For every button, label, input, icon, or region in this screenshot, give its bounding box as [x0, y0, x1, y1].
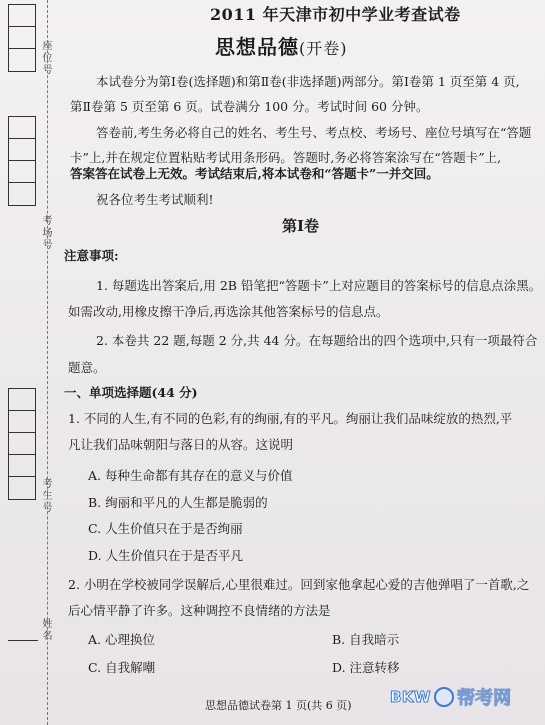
q1-option-d: D. 人生价值只在于是否平凡	[88, 548, 244, 563]
q2-option-a: A. 心理换位	[88, 632, 155, 647]
exam-number-label: 考生号	[40, 478, 51, 514]
subject-title	[215, 35, 348, 59]
room-number-boxes	[8, 116, 36, 206]
q1-option-b: B. 绚丽和平凡的人生都是脆弱的	[88, 495, 268, 510]
q2-option-b: B. 自我暗示	[332, 632, 400, 647]
intro-p2-line2: 卡”上,并在规定位置粘贴考试用条形码。答题时,务必将答案涂写在“答题卡”上,	[70, 150, 502, 165]
section-title: 一、单项选择题(44 分)	[64, 385, 198, 400]
notice-1-line1: 1. 每题选出答案后,用 2B 铅笔把“答题卡”上对应题目的答案标号的信息点涂黑。	[96, 278, 542, 293]
page-footer: 思想品德试卷第 1 页(共 6 页)	[205, 699, 352, 712]
room-number-label: 考场号	[40, 215, 51, 251]
part1-title: 第Ⅰ卷	[282, 217, 320, 235]
q2-stem-line1: 2. 小明在学校被同学误解后,心里很难过。回到家他拿起心爱的吉他弹唱了一首歌,之	[68, 577, 530, 592]
watermark-cn: 帮考网	[457, 688, 512, 709]
seat-number-boxes	[8, 4, 36, 72]
seat-number-label: 座位号	[40, 40, 51, 76]
globe-icon	[434, 687, 454, 707]
name-line	[8, 640, 38, 641]
notice-1-line2: 如需改动,用橡皮擦干净后,再选涂其他答案标号的信息点。	[68, 304, 389, 319]
q1-stem-line2: 凡让我们品味朝阳与落日的从容。这说明	[68, 437, 294, 452]
name-label: 姓名	[40, 618, 51, 642]
notice-title: 注意事项:	[64, 248, 119, 263]
q2-stem-line2: 后心情平静了许多。这种调控不良情绪的方法是	[68, 603, 331, 618]
exam-number-boxes	[8, 388, 36, 500]
notice-2-line2: 题意。	[68, 360, 106, 375]
intro-p1-line1: 本试卷分为第Ⅰ卷(选择题)和第Ⅱ卷(非选择题)两部分。第Ⅰ卷第 1 页至第 4 页,	[96, 74, 520, 89]
q2-option-c: C. 自我解嘲	[88, 660, 156, 675]
intro-p2-line1: 答卷前,考生务必将自己的姓名、考生号、考点校、考场号、座位号填写在“答题	[96, 125, 532, 140]
binding-strip	[0, 0, 60, 725]
intro-p2-line3: 答案答在试卷上无效。考试结束后,将本试卷和“答题卡”一并交回。	[70, 166, 439, 181]
seal-dashed-line	[47, 0, 48, 725]
notice-2-line1: 2. 本卷共 22 题,每题 2 分,共 44 分。在每题给出的四个选项中,只有一项最符合	[96, 333, 538, 348]
subject-note: (开卷)	[299, 39, 348, 58]
exam-title: 2011 年天津市初中学业考查试卷	[210, 5, 461, 24]
watermark-latin: BKW	[390, 688, 432, 706]
watermark-logo	[390, 684, 511, 710]
q1-stem-line1: 1. 不同的人生,有不同的色彩,有的绚丽,有的平凡。绚丽让我们品味绽放的热烈,平	[68, 411, 513, 426]
q1-option-c: C. 人生价值只在于是否绚丽	[88, 521, 243, 536]
subject-name: 思想品德	[215, 35, 299, 59]
q1-option-a: A. 每种生命都有其存在的意义与价值	[88, 468, 293, 483]
q2-option-d: D. 注意转移	[332, 660, 400, 675]
intro-p1-line2: 第Ⅱ卷第 5 页至第 6 页。试卷满分 100 分。考试时间 60 分钟。	[70, 99, 429, 114]
intro-p3: 祝各位考生考试顺利!	[96, 192, 214, 207]
